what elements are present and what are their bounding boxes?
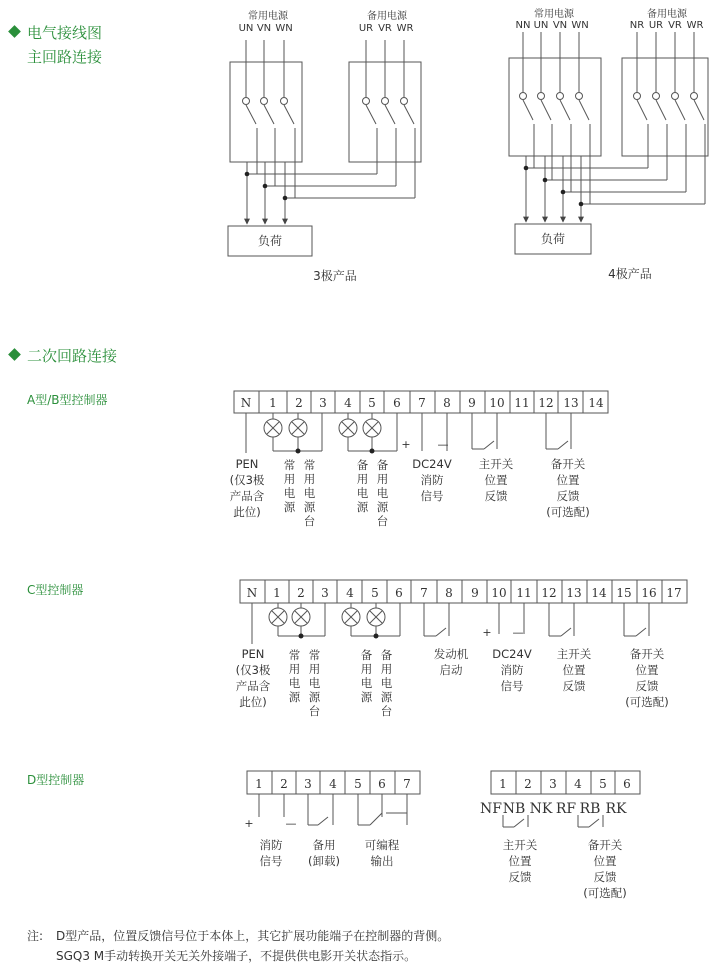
d-programmable-line: 可编程	[364, 838, 400, 852]
d-programmable-line: 输出	[370, 854, 394, 868]
c-generator-line: 启动	[439, 663, 463, 677]
d-fire-line: 消防	[259, 838, 283, 852]
three-pole-normal-term-1: UN	[238, 23, 254, 34]
d-code: RF	[555, 801, 577, 817]
four-pole-backup-source-label: 备用电源	[647, 9, 687, 20]
section2-title-text: 二次回路连接	[27, 347, 118, 365]
d-right-terminal: 1	[499, 777, 507, 791]
four-pole-normal-term-1: NN	[515, 20, 531, 31]
diamond-bullet-icon	[8, 348, 21, 361]
d-right-terminal: 5	[599, 777, 607, 791]
three-pole-backup-term-1: UR	[358, 23, 374, 34]
d-main-switch-label	[490, 837, 550, 885]
d-backup-unload-label	[296, 837, 352, 869]
ab-pen-line: 此位)	[233, 505, 261, 519]
four-pole-backup-term-4: WR	[686, 20, 704, 31]
c-main-switch-line: 位置	[562, 663, 586, 677]
ab-backup-power-close-label: 备用电源台	[376, 458, 389, 528]
note-line-2: SGQ3 M手动转换开关无关外接端子，不提供供电影开关状态指示。	[56, 949, 417, 963]
c-backup-switch-line: 备开关	[629, 647, 665, 661]
c-terminal: 12	[541, 586, 557, 600]
section1-title-text: 电气接线图	[27, 24, 103, 42]
c-terminal: 1	[273, 586, 281, 600]
ab-normal-power-label: 常用电源	[283, 458, 296, 514]
d-backup-switch-line: 位置	[593, 854, 617, 868]
ab-fire-signal-label	[404, 456, 460, 504]
ab-terminal: 6	[393, 396, 401, 410]
d-right-terminal: 4	[574, 777, 582, 791]
c-backup-switch-line: 反馈	[635, 679, 659, 693]
c-terminal: 15	[616, 586, 632, 600]
d-right-terminal: 2	[524, 777, 532, 791]
d-backup-switch-line: 反馈	[593, 870, 617, 884]
four-pole-backup-term-2: UR	[648, 20, 664, 31]
ab-terminal: N	[240, 396, 252, 410]
c-backup-switch-line: 位置	[635, 663, 659, 677]
c-terminal: N	[246, 586, 258, 600]
ab-backup-switch-line: 备开关	[550, 457, 586, 471]
d-left-terminal: 4	[329, 777, 337, 791]
ab-fire-line: 消防	[420, 473, 444, 487]
c-terminal: 3	[321, 586, 329, 600]
d-backup-unload-line: 备用	[312, 838, 336, 852]
c-backup-switch-label	[614, 646, 680, 710]
ab-terminal: 8	[443, 396, 451, 410]
four-pole-load-label: 负荷	[540, 232, 565, 246]
d-left-terminal: 1	[255, 777, 263, 791]
c-main-switch-line: 主开关	[556, 647, 592, 661]
d-left-terminal: 6	[378, 777, 386, 791]
four-pole-normal-source-label: 常用电源	[534, 9, 574, 20]
d-code: NF	[480, 801, 502, 817]
c-pen-line: 产品含	[235, 679, 271, 693]
c-pen-line: 此位)	[239, 695, 267, 709]
c-terminal: 4	[346, 586, 354, 600]
d-backup-switch-line: (可选配)	[583, 886, 627, 900]
d-main-switch-line: 主开关	[502, 838, 538, 852]
ab-main-switch-line: 反馈	[484, 489, 508, 503]
ab-fire-line: 信号	[420, 489, 444, 503]
c-pen-line: (仅3极	[235, 663, 271, 677]
note-prefix: 注:	[27, 929, 44, 943]
c-normal-power-label: 常用电源	[288, 648, 301, 704]
d-fire-line: 信号	[259, 854, 283, 868]
c-main-switch-label	[546, 646, 602, 694]
c-generator-start-label	[426, 646, 476, 678]
ab-backup-power-label: 备用电源	[356, 458, 369, 514]
c-terminal: 5	[371, 586, 379, 600]
d-left-terminal: 3	[304, 777, 312, 791]
c-terminal: 9	[471, 586, 479, 600]
three-pole-backup-source-label: 备用电源	[367, 11, 407, 22]
c-terminal: 14	[591, 586, 607, 600]
c-plus-sign: +	[482, 626, 492, 639]
c-terminal: 13	[566, 586, 582, 600]
c-terminal: 16	[641, 586, 657, 600]
c-generator-line: 发动机	[433, 647, 469, 661]
note-line-1: D型产品，位置反馈信号位于本体上，其它扩展功能端子在控制器的背侧。	[56, 929, 450, 943]
c-main-switch-line: 反馈	[562, 679, 586, 693]
ab-terminal: 13	[563, 396, 579, 410]
d-left-terminal: 5	[354, 777, 362, 791]
d-left-terminal: 2	[280, 777, 288, 791]
d-fire-signal-label	[246, 837, 296, 869]
d-main-switch-line: 位置	[508, 854, 532, 868]
ab-pen-line: 产品含	[229, 489, 265, 503]
d-code: NK	[529, 801, 553, 817]
ab-main-switch-line: 位置	[484, 473, 508, 487]
d-main-switch-line: 反馈	[508, 870, 532, 884]
ab-main-switch-label	[468, 456, 524, 504]
ab-minus-sign: —	[437, 438, 449, 451]
c-fire-signal-label	[484, 646, 540, 694]
d-code: RK	[605, 801, 627, 817]
four-pole-normal-term-4: WN	[571, 20, 589, 31]
c-terminal: 8	[445, 586, 453, 600]
three-pole-caption: 3极产品	[313, 269, 357, 283]
d-programmable-output-label	[354, 837, 410, 869]
c-fire-line: 消防	[500, 663, 524, 677]
ab-terminal: 11	[514, 396, 530, 410]
d-backup-switch-label	[572, 837, 638, 901]
ab-terminal: 12	[538, 396, 554, 410]
four-pole-backup-term-3: VR	[668, 20, 682, 31]
ab-pen-line: PEN	[235, 457, 259, 471]
c-minus-sign: —	[512, 626, 524, 639]
ab-backup-switch-line: (可选配)	[546, 505, 590, 519]
c-pen-line: PEN	[241, 647, 265, 661]
d-code: RB	[579, 801, 601, 817]
c-fire-line: DC24V	[492, 647, 532, 661]
d-backup-unload-line: (卸载)	[308, 854, 340, 868]
ab-terminal: 9	[468, 396, 476, 410]
ab-terminal: 14	[588, 396, 604, 410]
c-terminal: 10	[491, 586, 507, 600]
c-terminal: 17	[666, 586, 682, 600]
d-controller-diagram	[0, 765, 720, 845]
ab-terminal: 3	[319, 396, 327, 410]
ab-terminal: 1	[269, 396, 277, 410]
ab-terminal: 2	[295, 396, 303, 410]
d-code: NB	[502, 801, 526, 817]
ab-backup-switch-line: 反馈	[556, 489, 580, 503]
main-circuit-diagram	[0, 0, 720, 300]
ab-backup-switch-label	[535, 456, 601, 520]
ab-normal-power-close-label: 常用电源台	[303, 458, 316, 528]
four-pole-backup-term-1: NR	[629, 20, 645, 31]
d-minus-sign: —	[285, 817, 297, 830]
ab-plus-sign: +	[401, 438, 411, 451]
four-pole-normal-term-2: UN	[533, 20, 549, 31]
c-backup-power-label: 备用电源	[360, 648, 373, 704]
d-plus-sign: +	[244, 817, 254, 830]
c-controller-title: C型控制器	[27, 583, 84, 597]
four-pole-normal-term-3: VN	[552, 20, 568, 31]
ab-controller-title: A型/B型控制器	[27, 393, 108, 407]
c-backup-power-close-label: 备用电源台	[380, 648, 393, 718]
ab-backup-switch-line: 位置	[556, 473, 580, 487]
section-secondary-circuit-title	[10, 345, 117, 366]
d-backup-switch-line: 备开关	[587, 838, 623, 852]
four-pole-caption: 4极产品	[608, 267, 652, 281]
ab-pen-line: (仅3极	[229, 473, 265, 487]
c-terminal: 6	[395, 586, 403, 600]
ab-terminal: 7	[418, 396, 426, 410]
c-terminal: 2	[297, 586, 305, 600]
c-terminal: 7	[420, 586, 428, 600]
main-circuit-subtitle: 主回路连接	[27, 48, 103, 66]
ab-terminal: 4	[344, 396, 352, 410]
ab-terminal: 5	[368, 396, 376, 410]
ab-pen-label	[224, 456, 270, 520]
three-pole-normal-source-label: 常用电源	[248, 11, 288, 22]
d-left-terminal: 7	[403, 777, 411, 791]
ab-fire-line: DC24V	[412, 457, 452, 471]
three-pole-load-label: 负荷	[257, 234, 282, 248]
ab-main-switch-line: 主开关	[478, 457, 514, 471]
three-pole-normal-term-2: VN	[256, 23, 272, 34]
ab-terminal: 10	[489, 396, 505, 410]
three-pole-backup-term-2: VR	[378, 23, 392, 34]
c-normal-power-close-label: 常用电源台	[308, 648, 321, 718]
three-pole-normal-term-3: WN	[275, 23, 293, 34]
d-right-terminal: 6	[623, 777, 631, 791]
c-backup-switch-line: (可选配)	[625, 695, 669, 709]
three-pole-backup-term-3: WR	[396, 23, 414, 34]
d-right-terminal: 3	[549, 777, 557, 791]
d-controller-title: D型控制器	[27, 773, 85, 787]
c-terminal: 11	[516, 586, 532, 600]
c-fire-line: 信号	[500, 679, 524, 693]
c-pen-label	[230, 646, 276, 710]
